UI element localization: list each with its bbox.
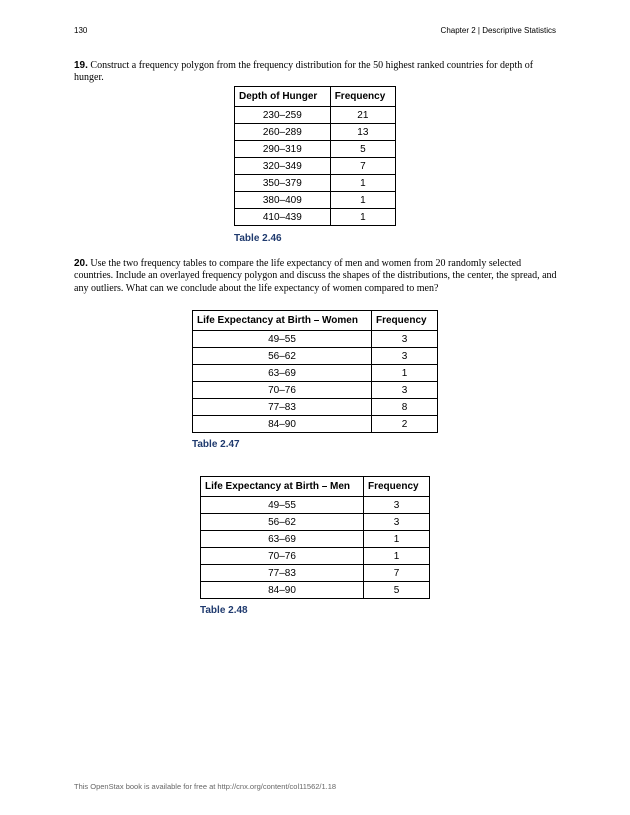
problem-text: Use the two frequency tables to compare the life expectancy of men and women from 20 randomly selected countries. Include an overlayed frequency polygon and discuss the shapes of the distributions, the center, the spread, and any outliers. What can we conclude about the life expectancy of women compared to men? [74, 258, 557, 294]
chapter-header: Chapter 2 | Descriptive Statistics [440, 26, 556, 35]
table-row [193, 365, 438, 382]
table-row [193, 382, 438, 399]
table-cell: 350–379 [235, 175, 331, 192]
table-cell: 230–259 [235, 107, 331, 124]
table-cell: 1 [364, 531, 430, 548]
footer-note: This OpenStax book is available for free at http://cnx.org/content/col11562/1.18 [74, 782, 337, 791]
table-cell: 2 [372, 416, 438, 433]
table-cell: 84–90 [193, 416, 372, 433]
table-cell: 3 [364, 514, 430, 531]
table-cell: 7 [364, 565, 430, 582]
table-cell: 410–439 [235, 209, 331, 226]
table-caption: Table 2.46 [234, 233, 282, 244]
table-row [193, 399, 438, 416]
table-cell: 320–349 [235, 158, 331, 175]
column-header: Depth of Hunger [235, 87, 331, 107]
table-caption: Table 2.47 [192, 439, 240, 450]
table-cell: 63–69 [193, 365, 372, 382]
table-cell: 3 [372, 348, 438, 365]
table-cell: 8 [372, 399, 438, 416]
table-row [235, 158, 396, 175]
table-row [193, 348, 438, 365]
table-cell: 290–319 [235, 141, 331, 158]
table-2-48 [200, 476, 430, 599]
table-row [193, 416, 438, 433]
table-row [235, 209, 396, 226]
table-cell: 70–76 [193, 382, 372, 399]
table-2-47 [192, 310, 438, 433]
column-header: Frequency [372, 311, 438, 331]
table-row [193, 331, 438, 348]
table-row [201, 565, 430, 582]
table-row [201, 548, 430, 565]
table-cell: 1 [372, 365, 438, 382]
table-row [201, 514, 430, 531]
table-caption: Table 2.48 [200, 605, 248, 616]
table-cell: 5 [364, 582, 430, 599]
problem-20 [74, 258, 562, 295]
problem-number: 20. [74, 258, 88, 269]
table-2-46 [234, 86, 396, 226]
table-cell: 49–55 [193, 331, 372, 348]
table-row [235, 175, 396, 192]
table-cell: 3 [372, 382, 438, 399]
table-cell: 7 [330, 158, 395, 175]
column-header: Frequency [330, 87, 395, 107]
table-cell: 77–83 [193, 399, 372, 416]
table-cell: 5 [330, 141, 395, 158]
table-cell: 63–69 [201, 531, 364, 548]
column-header: Life Expectancy at Birth – Men [201, 477, 364, 497]
table-cell: 380–409 [235, 192, 331, 209]
problem-19 [74, 60, 562, 85]
column-header: Frequency [364, 477, 430, 497]
table-row [201, 582, 430, 599]
table-cell: 3 [364, 497, 430, 514]
table-row [235, 141, 396, 158]
table-cell: 1 [330, 209, 395, 226]
table-cell: 56–62 [193, 348, 372, 365]
table-cell: 1 [330, 175, 395, 192]
table-row [235, 192, 396, 209]
page-number: 130 [74, 26, 88, 35]
table-row [235, 124, 396, 141]
table-cell: 84–90 [201, 582, 364, 599]
problem-number: 19. [74, 60, 88, 71]
table-cell: 1 [330, 192, 395, 209]
table-cell: 1 [364, 548, 430, 565]
table-cell: 70–76 [201, 548, 364, 565]
table-cell: 77–83 [201, 565, 364, 582]
problem-text: Construct a frequency polygon from the frequency distribution for the 50 highest ranked countries for depth of hunger. [74, 60, 534, 84]
table-cell: 3 [372, 331, 438, 348]
column-header: Life Expectancy at Birth – Women [193, 311, 372, 331]
table-row [201, 497, 430, 514]
table-cell: 49–55 [201, 497, 364, 514]
table-row [235, 107, 396, 124]
table-cell: 56–62 [201, 514, 364, 531]
table-cell: 260–289 [235, 124, 331, 141]
table-cell: 13 [330, 124, 395, 141]
table-cell: 21 [330, 107, 395, 124]
table-row [201, 531, 430, 548]
